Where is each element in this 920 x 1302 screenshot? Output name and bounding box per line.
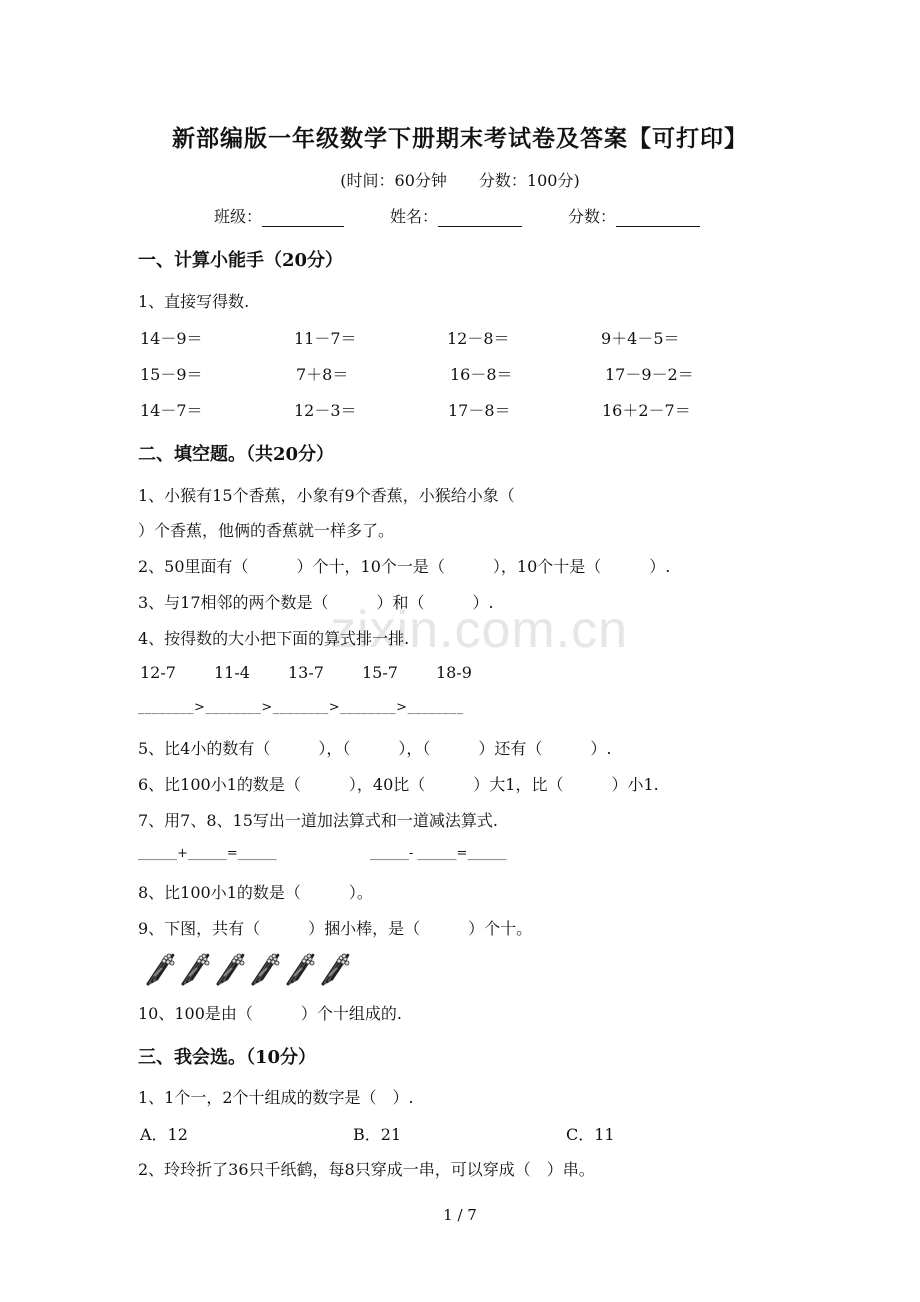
s2-question-9: 9、下图，共有（ ）捆小棒，是（ ）个十。 [138,919,533,938]
stick-bundle-icon [148,954,174,984]
stick-bundle-icon [218,954,244,984]
score-field [568,204,700,227]
sort-expression: 13-7 [288,663,324,682]
sort-expression: 11-4 [214,663,250,682]
calc-item: 7＋8＝ [296,365,349,384]
s2-question-1-cont: ）个香蕉，他俩的香蕉就一样多了。 [138,521,395,540]
calc-item: 9＋4－5＝ [601,329,680,348]
sort-expression: 12-7 [140,663,176,682]
option-c[interactable]: C．11 [566,1125,615,1144]
stick-bundle-icon [288,954,314,984]
s2-question-7: 7、用7、8、15写出一道加法算式和一道减法算式. [138,811,498,830]
name-field [390,204,522,227]
option-a[interactable]: A．12 [140,1125,188,1144]
s3-question-1: 1、1个一，2个十组成的数字是（ ）. [138,1088,414,1107]
watermark: zixin.com.cn [330,601,629,659]
sort-expression: 18-9 [436,663,472,682]
s2-question-5: 5、比4小的数有（ ），（ ），（ ）还有（ ）. [138,739,612,758]
stick-bundles-image [140,950,360,990]
exam-subtitle: (时间：60分钟 分数：100分) [340,171,580,190]
section-3-heading: 三、我会选。（10分） [138,1047,317,1068]
subtraction-blanks[interactable]: ______- ______=______ [370,846,507,861]
addition-blanks[interactable]: ______+______=______ [138,846,277,861]
section-2-heading: 二、填空题。（共20分） [138,444,335,465]
s2-question-2: 2、50里面有（ ）个十，10个一是（ ），10个十是（ ）. [138,557,671,576]
s2-question-4: 4、按得数的大小把下面的算式排一排. [138,629,410,648]
score-label: 分数： [568,207,617,226]
s2-question-10: 10、100是由（ ）个十组成的. [138,1004,402,1023]
score-blank[interactable] [616,208,700,227]
calc-item: 17－8＝ [448,401,511,420]
s2-question-8: 8、比100小1的数是（ ）。 [138,883,373,902]
section-1-heading: 一、计算小能手（20分） [138,250,344,271]
calc-item: 15－9＝ [140,365,203,384]
s2-question-6: 6、比100小1的数是（ ），40比（ ）大1，比（ ）小1. [138,775,659,794]
calc-item: 17－9－2＝ [605,365,694,384]
calc-item: 12－8＝ [447,329,510,348]
calc-item: 12－3＝ [294,401,357,420]
calc-item: 16－8＝ [450,365,513,384]
stick-bundle-icon [323,954,349,984]
stick-bundle-icon [183,954,209,984]
name-label: 姓名： [390,207,439,226]
s2-question-3: 3、与17相邻的两个数是（ ）和（ ）. [138,593,494,612]
name-blank[interactable] [438,208,522,227]
calc-item: 16＋2－7＝ [602,401,691,420]
s1-question-1: 1、直接写得数. [138,292,250,311]
calc-item: 14－9＝ [140,329,203,348]
s2-question-1: 1、小猴有15个香蕉，小象有9个香蕉，小猴给小象（ [138,486,515,505]
class-field [214,204,344,227]
class-blank[interactable] [262,208,344,227]
calc-item: 14－7＝ [140,401,203,420]
s3-question-2: 2、玲玲折了36只千纸鹤，每8只穿成一串，可以穿成（ ）串。 [138,1160,595,1179]
page-number: 1 / 7 [443,1206,477,1224]
class-label: 班级： [214,207,263,226]
option-b[interactable]: B．21 [353,1125,402,1144]
page-title: 新部编版一年级数学下册期末考试卷及答案【可打印】 [172,125,748,152]
stick-bundle-icon [253,954,279,984]
calc-item: 11－7＝ [294,329,357,348]
sort-expression: 15-7 [362,663,398,682]
sort-answer-blanks[interactable]: ________>________>________>________>________ [138,700,464,715]
